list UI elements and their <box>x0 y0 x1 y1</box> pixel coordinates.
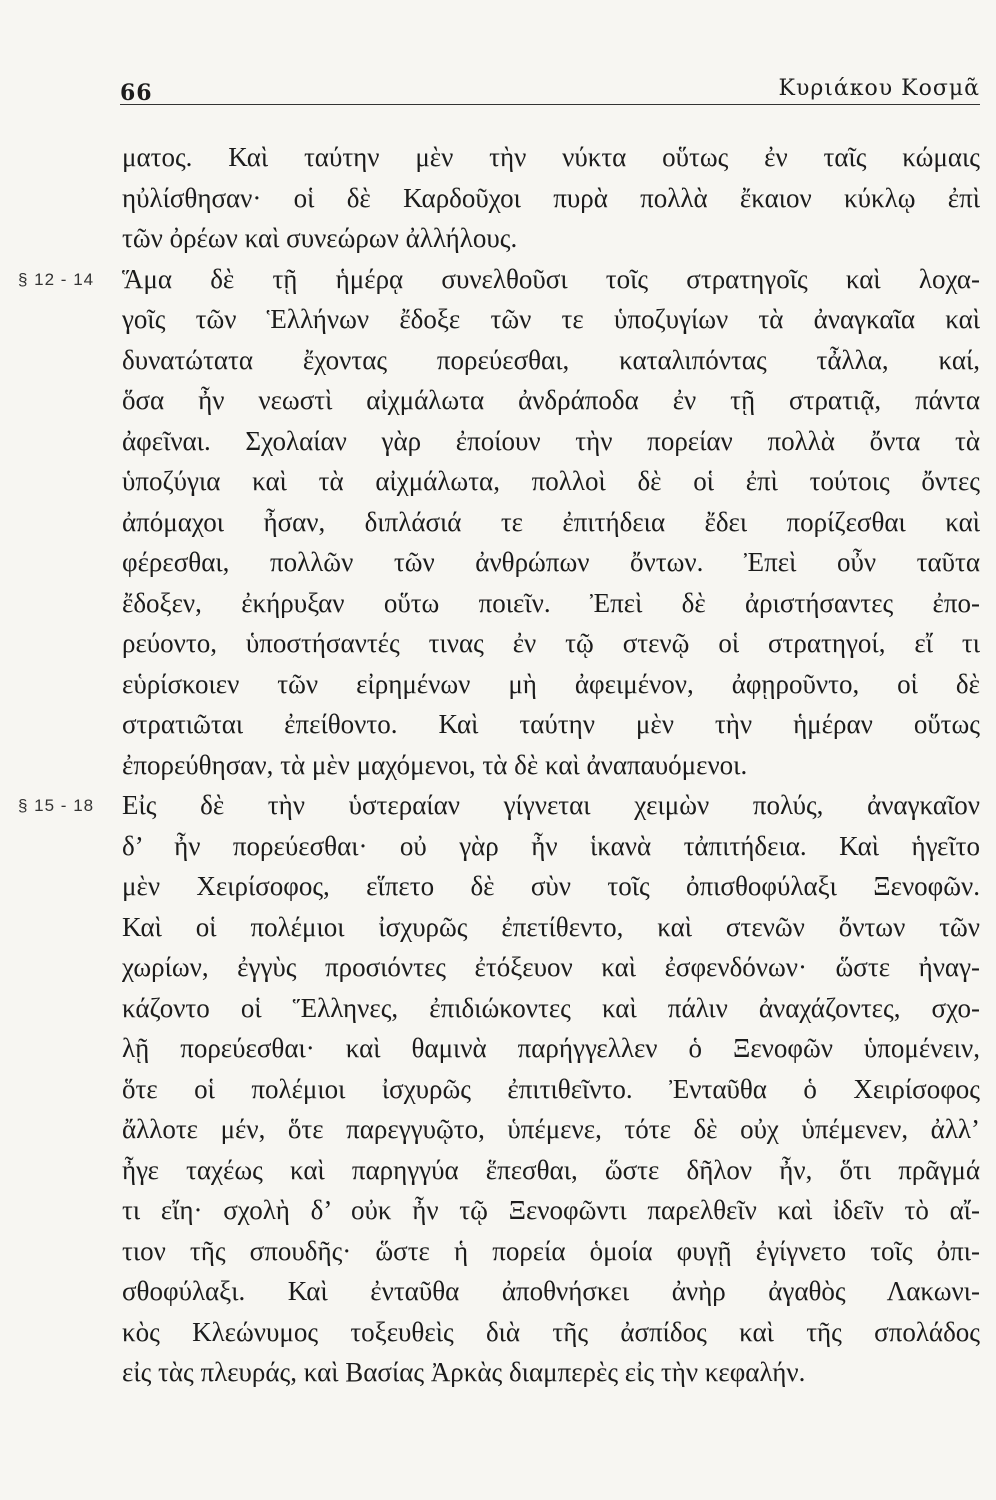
line-text: ἀφεῖναι. Σχολαίαν γὰρ ἐποίουν τὴν πορείαν πολλὰ ὄντα τὰ <box>122 425 980 456</box>
line-text: γοῖς τῶν Ἑλλήνων ἔδοξε τῶν τε ὑποζυγίων τὰ ἀναγκαῖα καὶ <box>122 304 980 334</box>
text-line <box>122 1190 980 1231</box>
text-line <box>122 1109 980 1150</box>
text-line <box>122 1231 980 1272</box>
line-text: μὲν Χειρίσοφος, εἵπετο δὲ σὺν τοῖς ὀπισθοφύλαξι Ξενοφῶν. <box>122 871 980 901</box>
paragraph <box>18 259 980 786</box>
text-line <box>122 623 980 664</box>
text-line <box>122 299 980 340</box>
line-text: ἔδοξεν, ἐκήρυξαν οὕτω ποιεῖν. Ἐπεὶ δὲ ἀριστήσαντες ἐπο- <box>122 587 980 618</box>
text-line <box>122 826 980 867</box>
section-reference: § 12 - 14 <box>18 269 95 289</box>
section-reference: § 15 - 18 <box>18 796 95 815</box>
line-text: εἰς τὰς πλευράς, καὶ Βασίας Ἀρκὰς διαμπερὲς εἰς τὴν κεφαλήν. <box>122 1357 806 1387</box>
line-text: εὑρίσκοιεν τῶν εἰρημένων μὴ ἀφειμένον, ἀφῃροῦντο, οἱ δὲ <box>122 668 980 699</box>
line-text: στρατιῶται ἐπείθοντο. Καὶ ταύτην μὲν τὴν ἡμέραν οὕτως <box>122 709 980 739</box>
line-text: ὑποζύγια καὶ τὰ αἰχμάλωτα, πολλοὶ δὲ οἱ ἐπὶ τούτοις ὄντες <box>122 466 980 496</box>
line-text: Εἰς δὲ τὴν ὑστεραίαν γίγνεται χειμὼν πολύς, ἀναγκαῖον <box>122 790 980 820</box>
line-text: Καὶ οἱ πολέμιοι ἰσχυρῶς ἐπετίθεντο, καὶ στενῶν ὄντων τῶν <box>122 911 980 942</box>
text-line <box>122 461 980 502</box>
text-line <box>122 218 980 259</box>
text-line <box>122 137 980 178</box>
paragraph <box>122 137 980 259</box>
text-line <box>122 542 980 583</box>
text-line <box>122 1352 980 1393</box>
line-text: Ἅμα δὲ τῇ ἡμέρᾳ συνελθοῦσι τοῖς στρατηγοῖς καὶ λοχα- <box>122 263 980 294</box>
page-header <box>120 74 980 104</box>
running-title: Κυριάκου Κοσμᾶ <box>778 76 980 101</box>
line-text: ἀπόμαχοι ἦσαν, διπλάσιά τε ἐπιτήδεια ἔδει πορίζεσθαι καὶ <box>122 506 980 537</box>
line-text: κὸς Κλεώνυμος τοξευθεὶς διὰ τῆς ἀσπίδος καὶ τῆς σπολάδος <box>122 1316 980 1347</box>
line-text: ἄλλοτε μέν, ὅτε παρεγγυῷτο, ὑπέμενε, τότε δὲ οὐχ ὑπέμενεν, ἀλλ’ <box>122 1114 980 1144</box>
text-line <box>122 380 980 421</box>
line-text: δυνατώτατα ἔχοντας πορεύεσθαι, καταλιπόντας τἆλλα, καί, <box>122 344 980 375</box>
text-line <box>122 988 980 1029</box>
text-line <box>122 1150 980 1191</box>
text-line <box>122 1312 980 1353</box>
line-text: ἦγε ταχέως καὶ παρηγγύα ἕπεσθαι, ὥστε δῆλον ἦν, ὅτι πρᾶγμά <box>122 1154 980 1185</box>
line-text: ηὐλίσθησαν· οἱ δὲ Καρδοῦχοι πυρὰ πολλὰ ἔκαιον κύκλῳ ἐπὶ <box>122 182 980 213</box>
text-line <box>122 664 980 705</box>
text-line <box>122 583 980 624</box>
line-text: ρεύοντο, ὑποστήσαντές τινας ἐν τῷ στενῷ οἱ στρατηγοί, εἴ τι <box>122 628 980 658</box>
text-line <box>122 704 980 745</box>
line-text: τῶν ὀρέων καὶ συνεώρων ἀλλήλους. <box>122 223 518 253</box>
line-text: φέρεσθαι, πολλῶν τῶν ἀνθρώπων ὄντων. Ἐπεὶ οὖν ταῦτα <box>122 547 980 577</box>
text-line <box>18 259 980 300</box>
text-line <box>122 502 980 543</box>
line-text: ἐπορεύθησαν, τὰ μὲν μαχόμενοι, τὰ δὲ καὶ ἀναπαυόμενοι. <box>122 749 748 780</box>
text-line <box>122 1069 980 1110</box>
text-line <box>122 421 980 462</box>
page-number: 66 <box>120 80 153 106</box>
header-rule <box>120 104 980 105</box>
line-text: χωρίων, ἐγγὺς προσιόντες ἐτόξευον καὶ ἐσφενδόνων· ὥστε ἠναγ- <box>122 952 980 982</box>
paragraph <box>18 785 980 1393</box>
text-line <box>122 907 980 948</box>
body-text <box>18 137 980 1393</box>
text-line <box>122 1028 980 1069</box>
text-line <box>122 1271 980 1312</box>
line-text: ματος. Καὶ ταύτην μὲν τὴν νύκτα οὕτως ἐν ταῖς κώμαις <box>122 142 980 172</box>
line-text: τι εἴη· σχολὴ δ’ οὐκ ἦν τῷ Ξενοφῶντι παρελθεῖν καὶ ἰδεῖν τὸ αἴ- <box>122 1195 980 1225</box>
line-text: τιον τῆς σπουδῆς· ὥστε ἡ πορεία ὁμοία φυγῇ ἐγίγνετο τοῖς ὀπι- <box>122 1235 980 1266</box>
line-text: ὅτε οἱ πολέμιοι ἰσχυρῶς ἐπιτιθεῖντο. Ἐνταῦθα ὁ Χειρίσοφος <box>122 1073 980 1104</box>
text-line <box>122 178 980 219</box>
text-line <box>122 340 980 381</box>
text-line <box>122 866 980 907</box>
text-line <box>122 745 980 786</box>
line-text: λῇ πορεύεσθαι· καὶ θαμινὰ παρήγγελλεν ὁ Ξενοφῶν ὑπομένειν, <box>122 1033 980 1063</box>
text-line <box>18 785 980 826</box>
text-line <box>122 947 980 988</box>
line-text: σθοφύλαξι. Καὶ ἐνταῦθα ἀποθνήσκει ἀνὴρ ἀγαθὸς Λακωνι- <box>122 1276 980 1306</box>
line-text: κάζοντο οἱ Ἕλληνες, ἐπιδιώκοντες καὶ πάλιν ἀναχάζοντες, σχο- <box>122 992 980 1023</box>
line-text: ὅσα ἦν νεωστὶ αἰχμάλωτα ἀνδράποδα ἐν τῇ στρατιᾷ, πάντα <box>122 385 980 415</box>
line-text: δ’ ἦν πορεύεσθαι· οὐ γὰρ ἦν ἱκανὰ τἀπιτήδεια. Καὶ ἡγεῖτο <box>122 830 980 861</box>
